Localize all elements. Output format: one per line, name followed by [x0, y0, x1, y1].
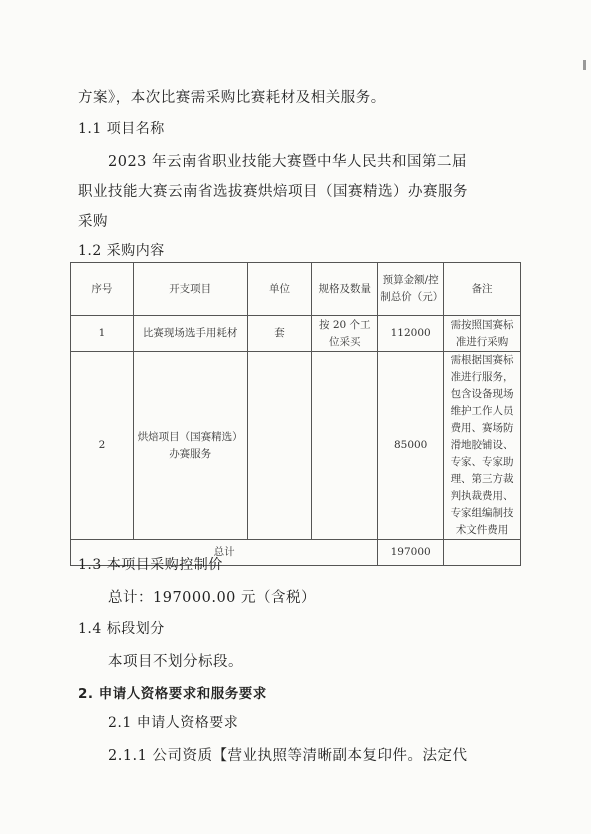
header-cell: 规格及数量 [312, 263, 378, 316]
project-name-line: 采购 [78, 214, 108, 230]
edge-mark [583, 60, 586, 70]
row-spec: 按 20 个工位采买 [312, 316, 378, 352]
header-cell: 开支项目 [133, 263, 247, 316]
total-label: 总计 [71, 540, 378, 566]
row-note: 需根据国赛标准进行服务，包含设备现场维护工作人员费用、赛场防滑地胶铺设、专家、专家助理、第三方裁判执裁费用、专家组编制技术文件费用 [444, 352, 521, 540]
total-note-empty [444, 540, 521, 566]
project-name-line: 职业技能大赛云南省选拔赛烘焙项目（国赛精选）办赛服务 [78, 184, 468, 200]
row-spec [312, 352, 378, 540]
section-heading: 1.4 标段划分 [78, 621, 165, 637]
table-header-row [71, 263, 521, 316]
table-row [71, 316, 521, 352]
row-no: 2 [71, 352, 134, 540]
row-item: 烘焙项目（国赛精选）办赛服务 [133, 352, 247, 540]
row-note: 需按照国赛标准进行采购 [444, 316, 521, 352]
lot-text: 本项目不划分标段。 [108, 654, 243, 670]
row-unit [247, 352, 312, 540]
section-heading: 1.2 采购内容 [78, 243, 165, 259]
row-unit: 套 [247, 316, 312, 352]
header-cell: 单位 [247, 263, 312, 316]
row-item: 比赛现场选手用耗材 [133, 316, 247, 352]
total-amount: 197000 [378, 540, 444, 566]
text-line: 2.1.1 公司资质【营业执照等清晰副本复印件。法定代 [108, 748, 468, 764]
text-line: 方案》，本次比赛需采购比赛耗材及相关服务。 [78, 90, 386, 106]
section-heading: 2.1 申请人资格要求 [108, 715, 239, 731]
row-no: 1 [71, 316, 134, 352]
header-cell: 序号 [71, 263, 134, 316]
section-heading: 1.1 项目名称 [78, 121, 165, 137]
section-heading: 2. 申请人资格要求和服务要求 [78, 686, 267, 702]
header-cell: 预算金额/控制总价（元） [378, 263, 444, 316]
row-amount: 112000 [378, 316, 444, 352]
project-name-line: 2023 年云南省职业技能大赛暨中华人民共和国第二届 [108, 154, 468, 170]
procurement-table [70, 262, 521, 566]
section-heading: 1.3 本项目采购控制价 [78, 557, 223, 573]
header-cell: 备注 [444, 263, 521, 316]
row-amount: 85000 [378, 352, 444, 540]
table-row [71, 352, 521, 540]
control-price-text: 总计：197000.00 元（含税） [108, 590, 317, 606]
